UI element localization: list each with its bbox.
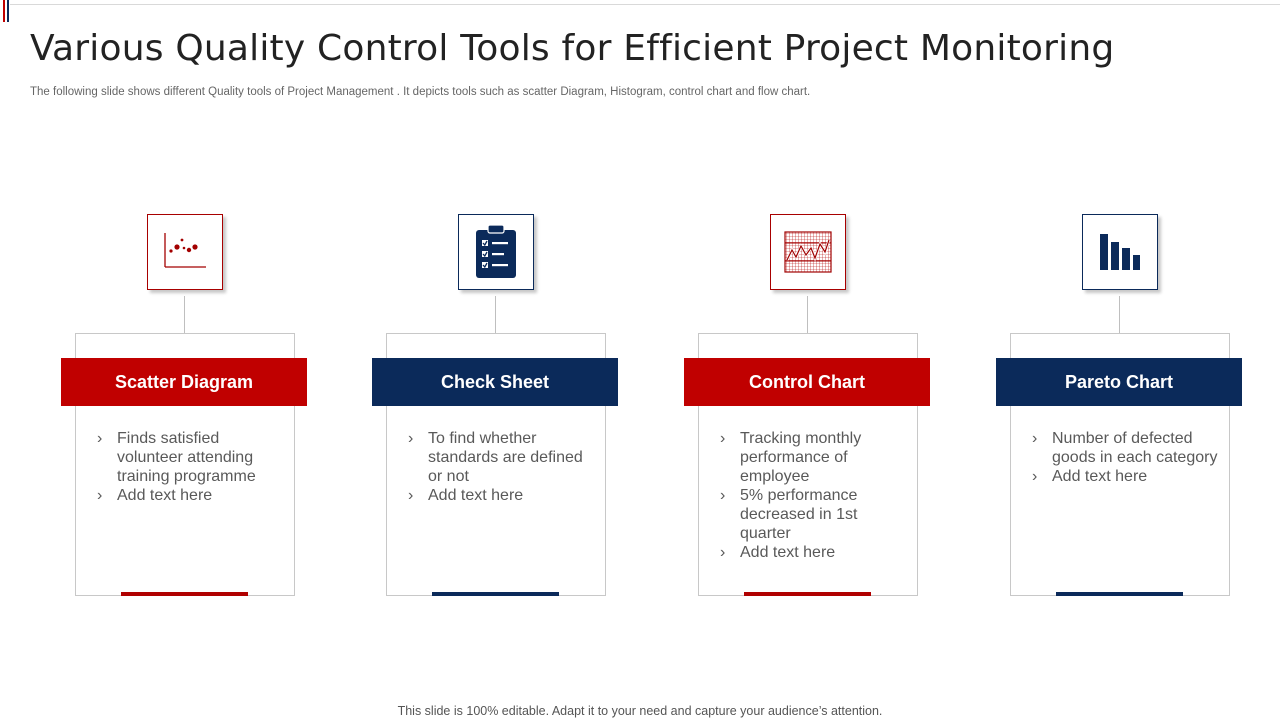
tool-card-check-sheet: [372, 210, 622, 600]
slide-subtitle: The following slide shows different Quality tools of Project Management . It depicts tools such as scatter Diagram, Histogram, control chart and flow chart.: [30, 86, 811, 98]
icon-tile: [770, 214, 846, 290]
clipboard-checklist-icon: [474, 224, 518, 280]
card-connector: [184, 296, 185, 333]
bullet-item: › Finds satisfied volunteer attending training programme: [97, 429, 287, 486]
scatter-plot-icon: [162, 229, 208, 275]
card-bottom-accent: [1056, 592, 1183, 596]
card-bottom-accent: [432, 592, 559, 596]
bullet-item: › Number of defected goods in each category: [1032, 429, 1222, 467]
bullet-list: [1032, 429, 1222, 486]
bullet-item: › Add text here: [97, 486, 287, 505]
bullet-item: › Add text here: [720, 543, 910, 562]
card-connector: [495, 296, 496, 333]
slide-title: Various Quality Control Tools for Efficient Project Monitoring: [30, 28, 1115, 69]
tool-label: Control Chart: [684, 358, 930, 406]
icon-tile: [147, 214, 223, 290]
tool-card-scatter-diagram: [61, 210, 311, 600]
tool-card-control-chart: [684, 210, 934, 600]
icon-tile: [1082, 214, 1158, 290]
slide-footer-note: This slide is 100% editable. Adapt it to your need and capture your audience’s attention.: [397, 704, 883, 718]
bullet-list: [97, 429, 287, 505]
bullet-item: › Add text here: [1032, 467, 1222, 486]
bullet-list: [408, 429, 598, 505]
tool-label: Pareto Chart: [996, 358, 1242, 406]
control-chart-grid-icon: [783, 230, 833, 274]
card-connector: [807, 296, 808, 333]
card-connector: [1119, 296, 1120, 333]
corner-accent-blue: [7, 0, 9, 22]
corner-accent-red: [3, 0, 5, 22]
bullet-list: [720, 429, 910, 562]
bullet-item: › 5% performance decreased in 1st quarter: [720, 486, 910, 543]
card-bottom-accent: [744, 592, 871, 596]
top-divider: [10, 4, 1280, 5]
bar-chart-icon: [1098, 232, 1142, 272]
tool-label: Scatter Diagram: [61, 358, 307, 406]
bullet-item: › Tracking monthly performance of employee: [720, 429, 910, 486]
icon-tile: [458, 214, 534, 290]
bullet-item: › To find whether standards are defined or not: [408, 429, 598, 486]
tool-card-pareto-chart: [996, 210, 1246, 600]
card-bottom-accent: [121, 592, 248, 596]
tool-label: Check Sheet: [372, 358, 618, 406]
bullet-item: › Add text here: [408, 486, 598, 505]
